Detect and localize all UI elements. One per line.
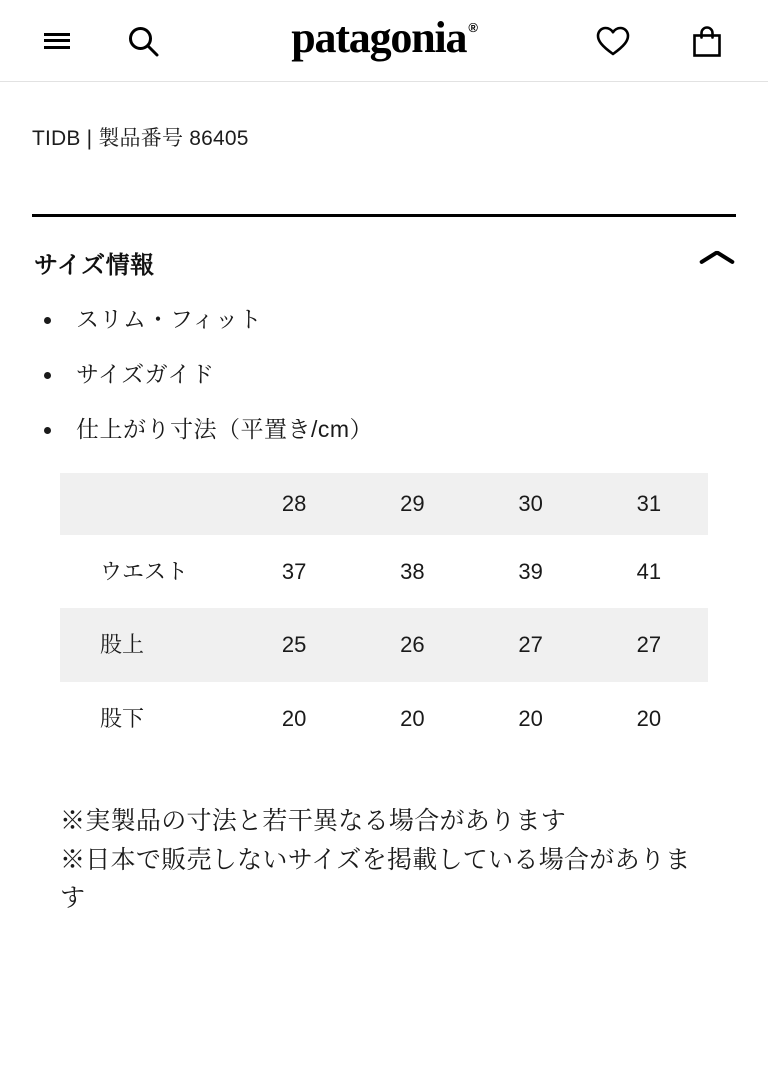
heart-icon[interactable] (596, 25, 630, 57)
row-label: ウエスト (100, 558, 189, 584)
table-cell: 20 (636, 706, 662, 732)
table-row (60, 682, 708, 756)
table-row (60, 535, 708, 609)
size-notes (32, 802, 736, 918)
list-item[interactable]: スリム・フィット (40, 308, 736, 331)
table-cell: 20 (281, 706, 307, 732)
note-line: ※実製品の寸法と若干異なる場合があります (60, 806, 567, 835)
brand-registered-mark: ® (468, 20, 477, 35)
table-corner-cell (60, 473, 235, 535)
table-cell: 20 (518, 706, 543, 732)
size-info-title: サイズ情報 (34, 252, 155, 279)
column-header: 28 (235, 473, 353, 535)
product-meta: TIDB | 製品番号 86405 (32, 127, 249, 150)
list-item: 仕上がり寸法（平置き/cm） (40, 418, 736, 441)
table-cell: 39 (518, 558, 543, 584)
row-label: 股上 (60, 608, 235, 682)
heart-glyph (596, 25, 630, 57)
header-right-group (596, 24, 722, 58)
size-info-accordion-header[interactable] (32, 217, 736, 302)
column-header: 30 (471, 473, 589, 535)
table-cell: 41 (636, 558, 662, 584)
chevron-up-icon[interactable] (700, 253, 734, 273)
bag-glyph (692, 24, 722, 58)
menu-icon[interactable] (44, 33, 70, 49)
table-header-row (60, 473, 708, 535)
search-icon[interactable] (126, 24, 160, 58)
brand-wordmark: patagonia (291, 13, 467, 62)
header-left-group (44, 24, 160, 58)
table-cell: 38 (400, 558, 425, 584)
list-item[interactable]: サイズガイド (40, 363, 736, 386)
table-cell: 26 (353, 608, 471, 682)
main-content (0, 82, 768, 918)
search-glyph (126, 24, 160, 58)
table-cell: 27 (590, 608, 708, 682)
table-cell: 20 (400, 706, 425, 732)
site-header (0, 0, 768, 82)
table-row (60, 608, 708, 682)
bag-icon[interactable] (692, 24, 722, 58)
size-table-wrapper (32, 473, 736, 756)
column-header: 29 (353, 473, 471, 535)
hamburger-lines (44, 33, 70, 49)
note-line: ※日本で販売しないサイズを掲載している場合があります (60, 845, 691, 913)
brand-logo[interactable] (291, 13, 477, 62)
table-cell: 37 (281, 558, 307, 584)
table-cell: 27 (471, 608, 589, 682)
column-header: 31 (590, 473, 708, 535)
row-label: 股下 (100, 706, 145, 732)
size-info-bullet-list (32, 308, 736, 441)
size-table (60, 473, 708, 756)
table-cell: 25 (235, 608, 353, 682)
